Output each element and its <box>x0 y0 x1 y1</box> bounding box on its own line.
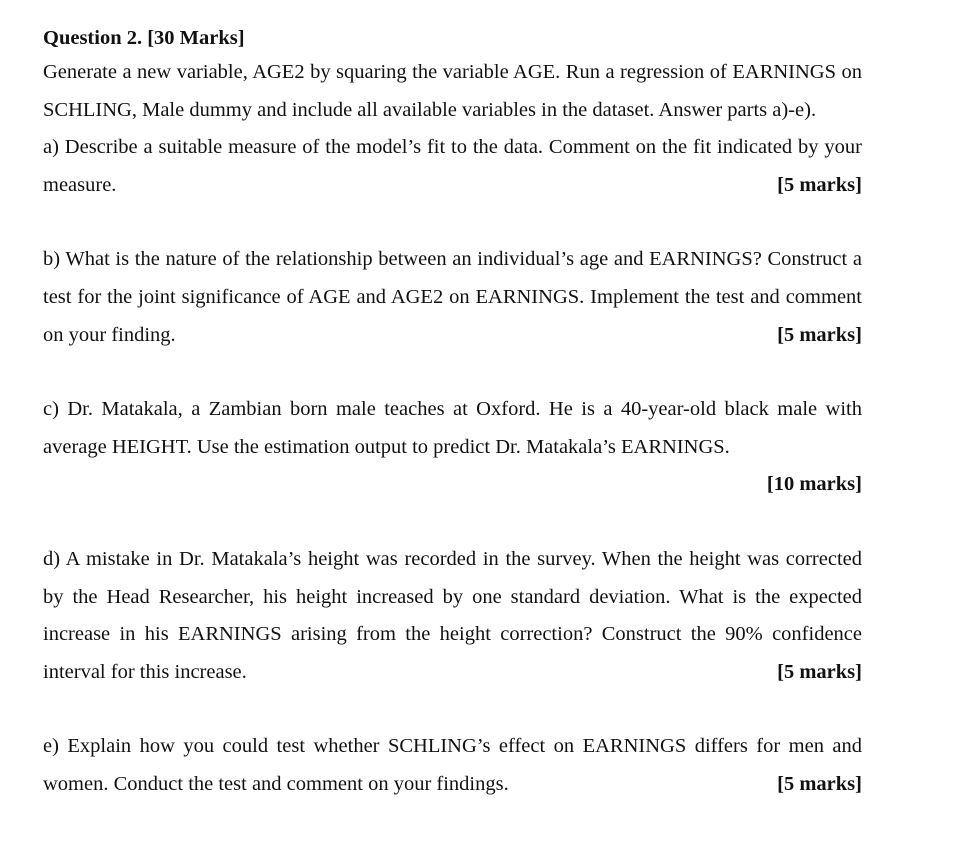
part-a <box>43 129 862 204</box>
part-d <box>43 541 862 691</box>
spacer <box>43 354 862 391</box>
question-page <box>43 22 862 804</box>
part-e-text: e) Explain how you could test whether SCHLING’s effect on EARNINGS differs for men and women. Conduct the test and comment on your findings. <box>43 735 862 795</box>
part-c-marks: [10 marks] <box>766 473 862 496</box>
question-intro: Generate a new variable, AGE2 by squaring the variable AGE. Run a regression of EARNINGS on SCHLING, Male dummy and include all available variables in the dataset. Answer parts a)-e). <box>43 61 862 121</box>
part-e-marks: [5 marks] <box>777 772 862 795</box>
part-c-text: c) Dr. Matakala, a Zambian born male teaches at Oxford. He is a 40-year-old black male with average HEIGHT. Use the estimation output to predict Dr. Matakala’s EARNINGS. <box>43 398 862 458</box>
part-a-marks: [5 marks] <box>777 173 862 196</box>
part-d-marks: [5 marks] <box>777 660 862 683</box>
spacer <box>43 691 862 728</box>
part-b-text: b) What is the nature of the relationship between an individual’s age and EARNINGS? Construct a test for the joint significance of AGE and AGE2 on EARNINGS. Implement the test and comment on your finding. <box>43 248 862 346</box>
part-e <box>43 728 862 803</box>
part-b-marks: [5 marks] <box>777 323 862 346</box>
question-heading: Question 2. [30 Marks] <box>43 27 245 49</box>
part-d-text: d) A mistake in Dr. Matakala’s height was recorded in the survey. When the height was corrected by the Head Researcher, his height increased by one standard deviation. What is the expected increase in his EARNINGS arising from the height correction? Construct the 90% confidence interval for this increase. <box>43 547 862 683</box>
part-a-text: a) Describe a suitable measure of the model’s fit to the data. Comment on the fit indicated by your measure. <box>43 136 862 196</box>
part-c <box>43 391 862 466</box>
spacer <box>43 504 862 541</box>
spacer <box>43 204 862 241</box>
part-b <box>43 241 862 354</box>
